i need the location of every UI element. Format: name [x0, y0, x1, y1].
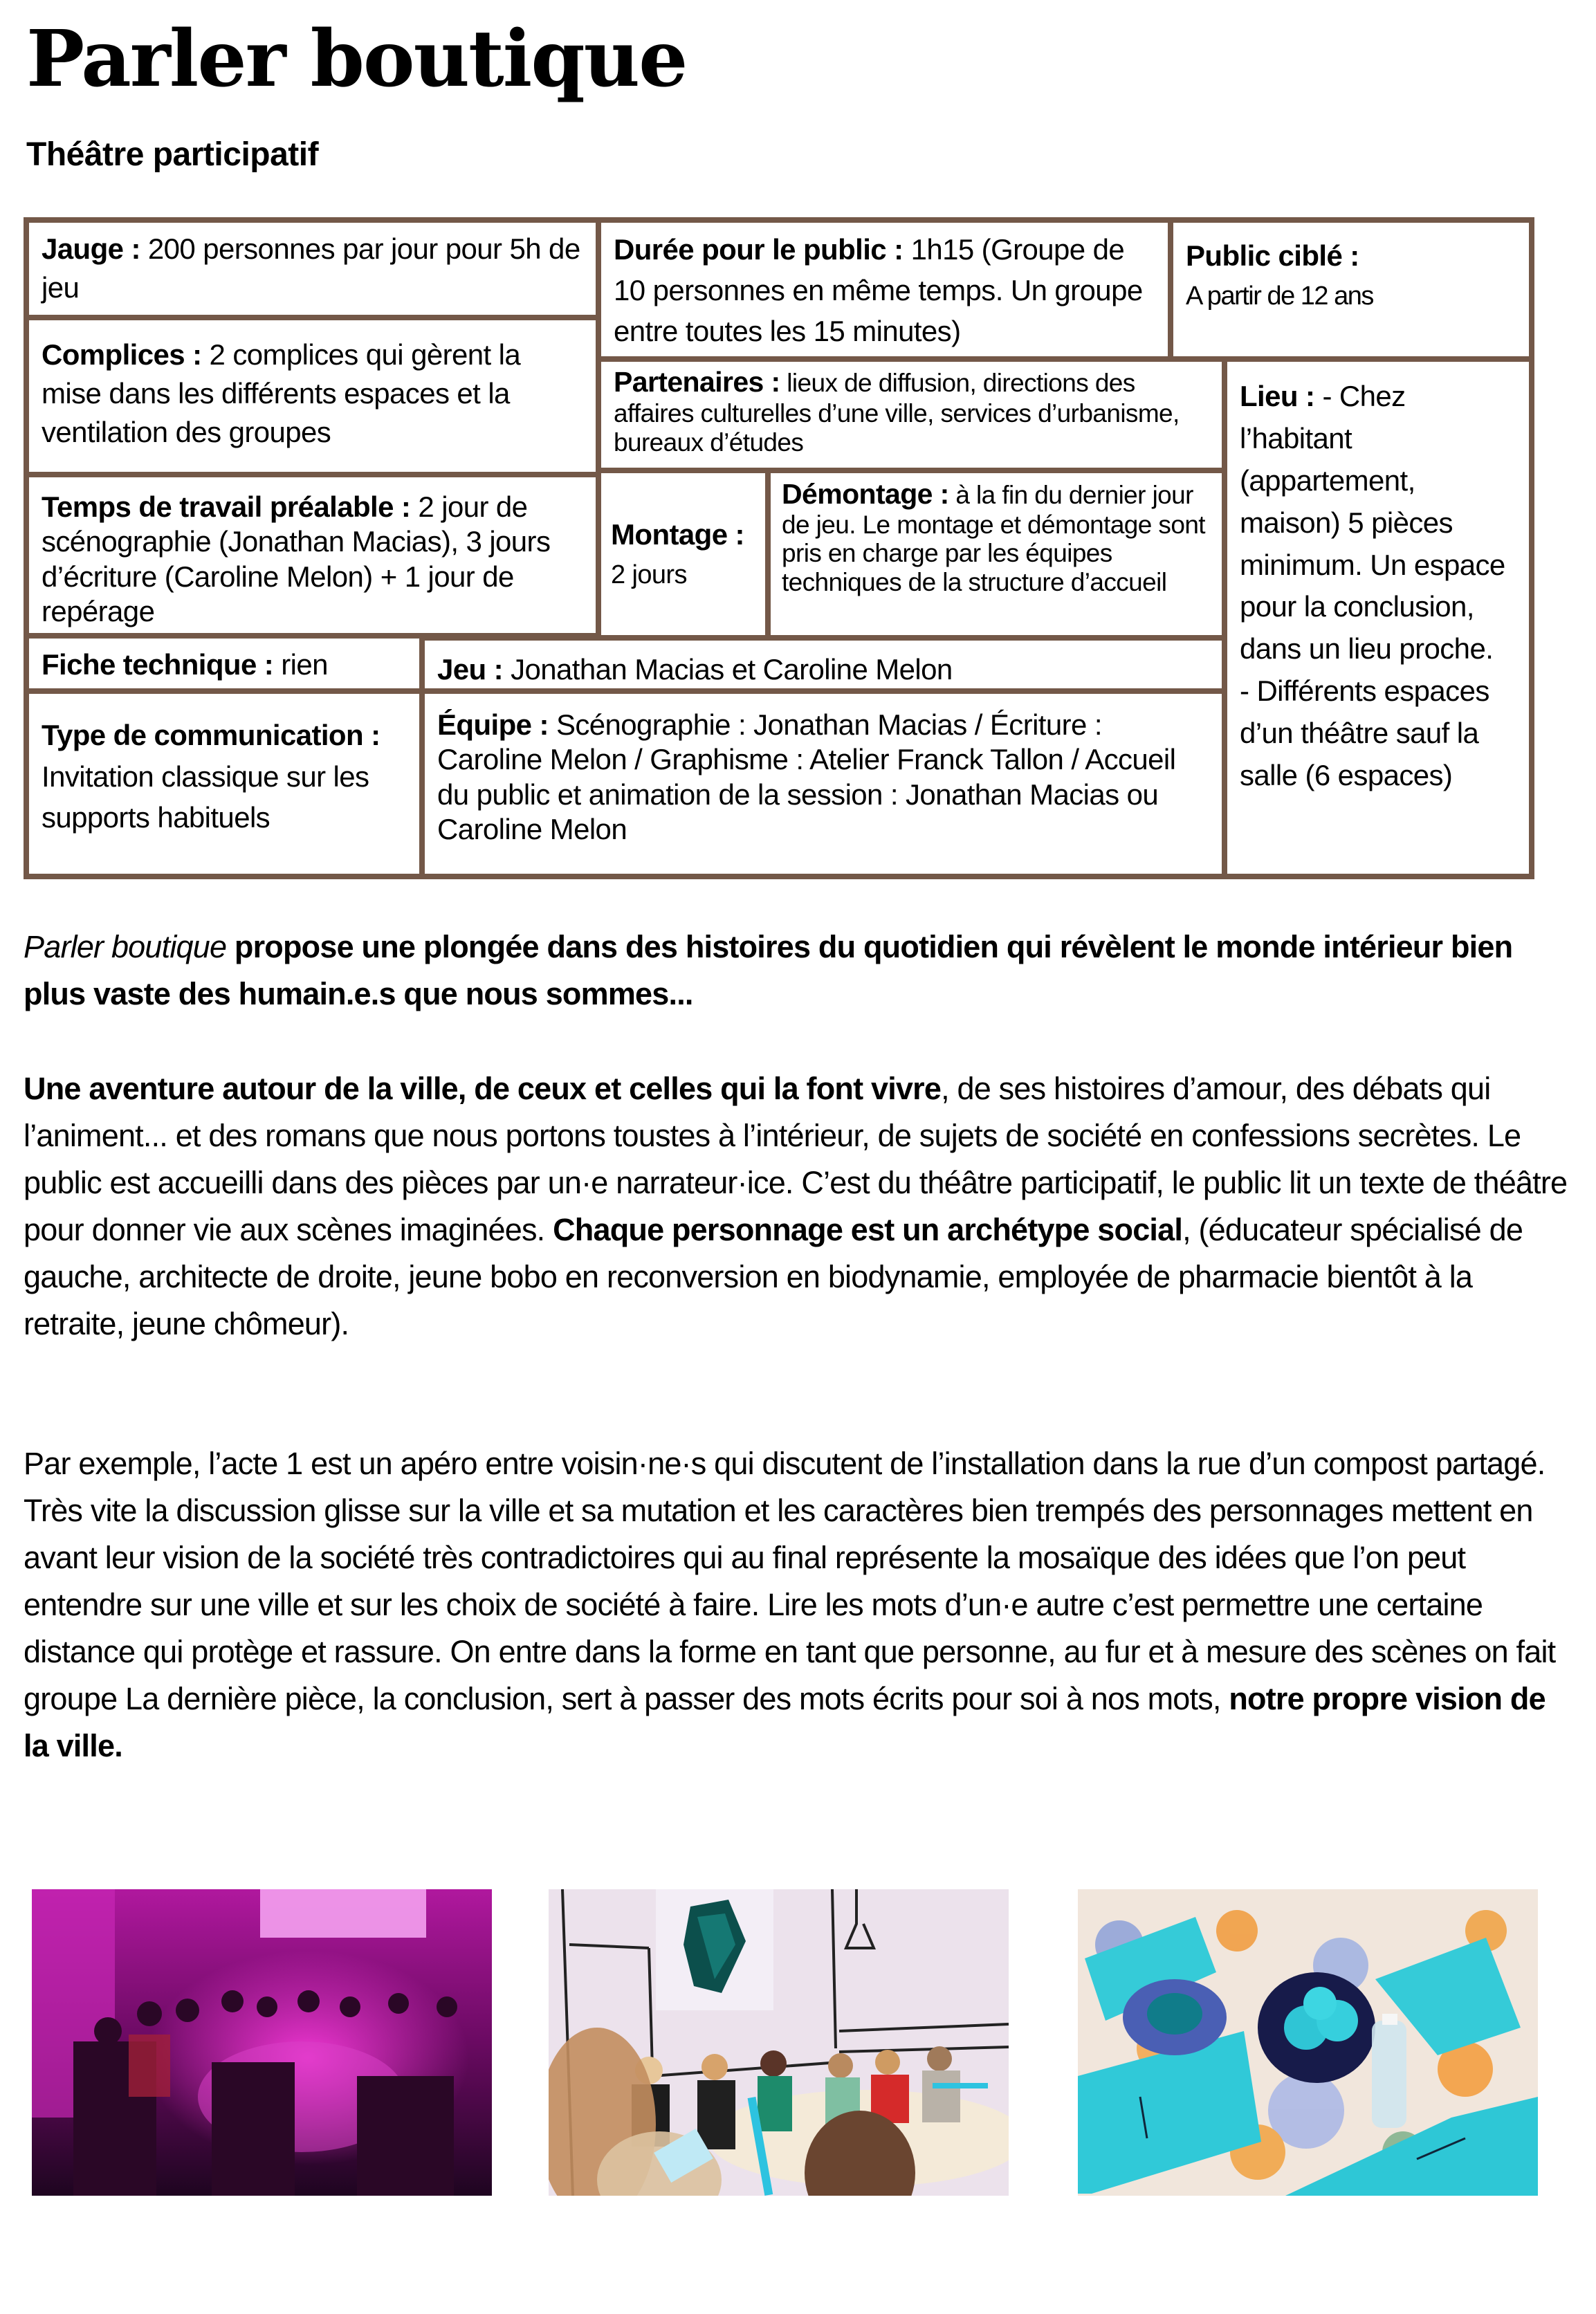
value-temps-travail: 2 jour de scénographie (Jonathan Macias), 3 jours d’écriture (Caroline Melon) + 1 jour de repérage [42, 490, 551, 628]
value-lieu-1: - Chez l’habitant (appartement, maison) 5 pièces minimum. Un espace pour la conclusion, dans un lieu proche. [1240, 380, 1505, 665]
cell-communication [24, 688, 425, 879]
cell-public-cible [1168, 217, 1534, 362]
cell-equipe [419, 688, 1227, 879]
value-jeu: Jonathan Macias et Caroline Melon [503, 653, 953, 686]
value-partenaires: lieux de diffusion, directions des affaires culturelles d’une ville, services d’urbanisme, bureaux d’études [614, 369, 1180, 457]
intro-title-italic: Parler boutique [24, 929, 227, 964]
photo-kitchen-set-image [549, 1889, 1009, 2196]
value-communication: Invitation classique sur les supports habituels [42, 760, 369, 834]
example-paragraph [24, 1440, 1573, 1770]
photo-magenta-room [32, 1889, 492, 2196]
value-complices: 2 complices qui gèrent la mise dans les différents espaces et la ventilation des groupes [42, 338, 521, 448]
label-demontage: Démontage : [782, 478, 949, 510]
cell-montage [596, 468, 771, 641]
page-subtitle: Théâtre participatif [26, 136, 319, 173]
photo-tablecloth-booklets-image [1078, 1889, 1538, 2196]
value-duree: 1h15 (Groupe de 10 personnes en même temps. Un groupe entre toutes les 15 minutes) [614, 233, 1143, 347]
description-bold-2: Chaque personnage est un archétype social [553, 1212, 1183, 1247]
label-lieu: Lieu : [1240, 380, 1315, 412]
example-bold: notre propre vision de la ville. [24, 1681, 1545, 1763]
page-title: Parler boutique [26, 14, 687, 104]
photo-kitchen-set [549, 1889, 1009, 2196]
value-jauge: 200 personnes par jour pour 5h de jeu [42, 232, 580, 304]
label-duree: Durée pour le public : [614, 233, 904, 266]
description-text-1: , de ses histoires d’amour, des débats qui l’animent... et des romans que nous portons toustes à l’intérieur, de sujets de société en confessions secrètes. Le public est accueilli dans des pièces par un·e narrateur·ice. C’est du théâtre participatif, le public lit un texte de théâtre pour donner vie aux scènes imaginées. [24, 1071, 1568, 1247]
label-montage: Montage : [611, 518, 744, 551]
description-paragraph [24, 1065, 1573, 1348]
cell-jeu [419, 635, 1227, 694]
cell-lieu [1222, 356, 1534, 879]
description-text-2: , (éducateur spécialisé de gauche, architecte de droite, jeune bobo en reconversion en biodynamie, employée de pharmacie bientôt à la retraite, jeune chômeur). [24, 1212, 1523, 1341]
cell-partenaires [596, 356, 1227, 473]
photo-tablecloth-booklets [1078, 1889, 1538, 2196]
cell-demontage [765, 468, 1227, 641]
label-equipe: Équipe : [437, 708, 549, 741]
cell-fiche-technique [24, 633, 425, 694]
value-lieu-2: - Différents espaces d’un théâtre sauf la salle (6 espaces) [1240, 674, 1489, 792]
intro-paragraph [24, 924, 1573, 1018]
cell-duree [596, 217, 1173, 362]
value-public-cible: A partir de 12 ans [1186, 281, 1373, 311]
label-temps-travail: Temps de travail préalable : [42, 490, 411, 523]
label-public-cible: Public ciblé : [1186, 239, 1359, 272]
label-jauge: Jauge : [42, 232, 140, 265]
label-communication: Type de communication : [42, 719, 380, 751]
photo-magenta-room-image [32, 1889, 492, 2196]
value-demontage: à la fin du dernier jour de jeu. Le montage et démontage sont pris en charge par les équipes techniques de la structure d’accueil [782, 481, 1205, 596]
cell-jauge [24, 217, 601, 320]
value-fiche-technique: rien [273, 648, 328, 681]
label-jeu: Jeu : [437, 653, 504, 686]
intro-bold-text: propose une plongée dans des histoires du quotidien qui révèlent le monde intérieur bien plus vaste des humain.e.s que nous sommes... [24, 929, 1513, 1011]
label-partenaires: Partenaires : [614, 366, 780, 398]
cell-temps-travail [24, 472, 601, 639]
value-montage: 2 jours [611, 560, 687, 589]
cell-complices [24, 315, 601, 477]
description-bold-1: Une aventure autour de la ville, de ceux et celles qui la font vivre [24, 1071, 942, 1106]
label-complices: Complices : [42, 338, 202, 371]
label-fiche-technique: Fiche technique : [42, 648, 274, 681]
example-text: Par exemple, l’acte 1 est un apéro entre voisin·ne·s qui discutent de l’installation dans la rue d’un compost partagé. Très vite la discussion glisse sur la ville et sa mutation et les caractères bien trempés des personnages mettent en avant leur vision de la société très contradictoires qui au final représente la mosaïque des idées que l’on peut entendre sur une ville et sur les choix de société à faire. Lire les mots d’un·e autre c’est permettre une certaine distance qui protège et rassure. On entre dans la forme en tant que personne, au fur et à mesure des scènes on fait groupe La dernière pièce, la conclusion, sert à passer des mots écrits pour soi à nos mots, [24, 1446, 1556, 1716]
value-equipe: Scénographie : Jonathan Macias / Écriture : Caroline Melon / Graphisme : Atelier Franck Tallon / Accueil du public et animation de la session : Jonathan Macias ou Caroline Melon [437, 708, 1176, 846]
